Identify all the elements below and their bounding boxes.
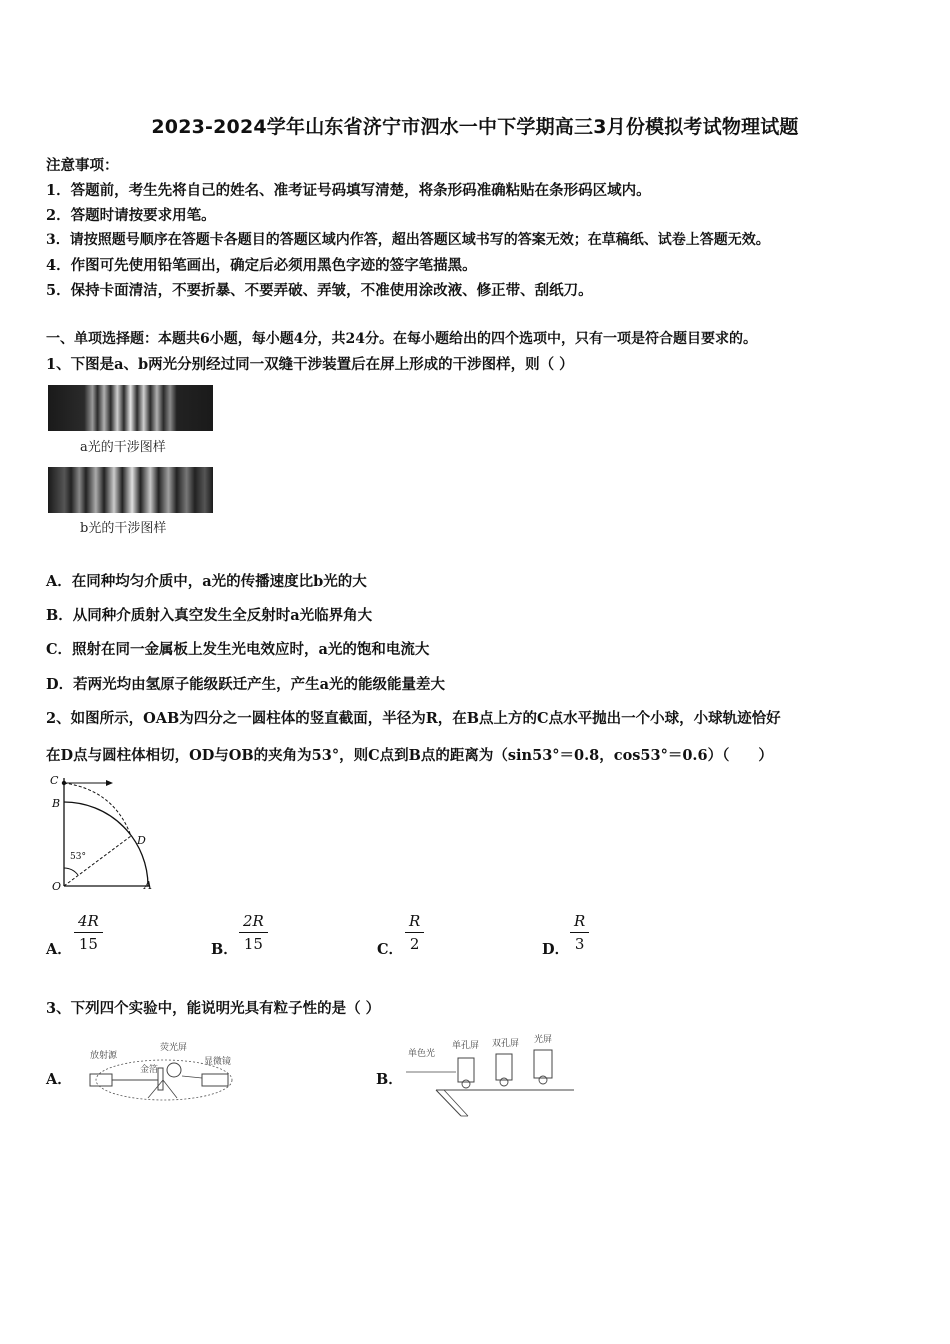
q3-option-b-label: B． [376, 1071, 403, 1088]
fraction-denominator: 15 [243, 935, 263, 953]
fraction-denominator: 15 [78, 935, 98, 953]
fig-a-label: 荧光屏 [160, 1043, 188, 1053]
q2-option-a-label: A． [46, 941, 72, 958]
interference-pattern-b [48, 467, 213, 513]
q2-option-d-fraction [570, 912, 589, 953]
notice-item: 4．作图可先使用铅笔画出，确定后必须用黑色字迹的签字笔描黑。 [46, 257, 477, 274]
notice-item: 5．保持卡面清洁，不要折暴、不要弄破、弄皱，不准使用涂改液、修正带、刮纸刀。 [46, 282, 593, 299]
label-o: O [52, 880, 62, 893]
q2-option-c-fraction [405, 912, 424, 953]
fraction-numerator: 4R [74, 912, 103, 933]
notice-item: 2．答题时请按要求用笔。 [46, 207, 216, 224]
fig-a-label: 放射源 [90, 1051, 118, 1061]
question-2-stem-line2: 在D点与圆柱体相切，OD与OB的夹角为53°，则C点到B点的距离为（sin53°＝0.8，cos53°＝0.6）（ ） [46, 747, 773, 764]
fraction-numerator: 2R [239, 912, 268, 933]
fraction-denominator: 3 [574, 935, 585, 953]
label-c: C [50, 774, 59, 787]
q1-option-d: D．若两光均由氢原子能级跃迁产生，产生a光的能级能量差大 [46, 676, 445, 693]
q1-option-b: B．从同种介质射入真空发生全反射时a光临界角大 [46, 607, 373, 624]
fig-b-label: 光屏 [534, 1035, 553, 1045]
fig-b-label: 双孔屏 [492, 1039, 520, 1049]
question-3-stem: 3、下列四个实验中，能说明光具有粒子性的是（ ） [46, 1000, 381, 1017]
label-b: B [52, 797, 61, 810]
fig-b-label: 单孔屏 [452, 1041, 480, 1051]
quarter-circle-figure [44, 772, 164, 894]
q1-option-c: C．照射在同一金属板上发生光电效应时，a光的饱和电流大 [46, 641, 430, 658]
fraction-numerator: R [405, 912, 424, 933]
label-d: D [137, 834, 146, 847]
alpha-scattering-figure [82, 1040, 242, 1104]
fraction-numerator: R [570, 912, 589, 933]
question-1-stem: 1、下图是a、b两光分别经过同一双缝干涉装置后在屏上形成的干涉图样，则（ ） [46, 356, 574, 373]
q2-option-a-fraction [74, 912, 103, 953]
notice-item: 1．答题前，考生先将自己的姓名、准考证号码填写清楚，将条形码准确粘贴在条形码区域内。 [46, 182, 651, 199]
notice-heading: 注意事项： [46, 157, 119, 174]
page-title: 2023-2024学年山东省济宁市泗水一中下学期高三3月份模拟考试物理试题 [151, 116, 799, 138]
label-angle: 53° [70, 852, 86, 862]
fig-a-label: 金箔 [140, 1065, 159, 1075]
label-a: A [144, 879, 152, 892]
question-2-stem-line1: 2、如图所示，OAB为四分之一圆柱体的竖直截面，半径为R，在B点上方的C点水平抛出一个小球，小球轨迹恰好 [46, 710, 781, 727]
q3-option-a-label: A． [46, 1071, 72, 1088]
q1-option-a: A．在同种均匀介质中，a光的传播速度比b光的大 [46, 573, 367, 590]
q2-option-b-label: B． [211, 941, 238, 958]
caption-a: a光的干涉图样 [80, 440, 166, 455]
caption-b: b光的干涉图样 [80, 521, 167, 536]
fig-b-label: 单色光 [408, 1049, 436, 1059]
section-heading: 一、单项选择题：本题共6小题，每小题4分，共24分。在每小题给出的四个选项中，只有一项是符合题目要求的。 [46, 331, 757, 347]
notice-item: 3．请按照题号顺序在答题卡各题目的答题区域内作答，超出答题区域书写的答案无效；在草稿纸、试卷上答题无效。 [46, 232, 770, 248]
q2-option-b-fraction [239, 912, 268, 953]
double-slit-figure [406, 1032, 576, 1118]
fig-a-label: 显微镜 [204, 1057, 232, 1067]
fraction-denominator: 2 [409, 935, 420, 953]
interference-pattern-a [48, 385, 213, 431]
q2-option-d-label: D． [542, 941, 570, 958]
q2-option-c-label: C． [377, 941, 404, 958]
